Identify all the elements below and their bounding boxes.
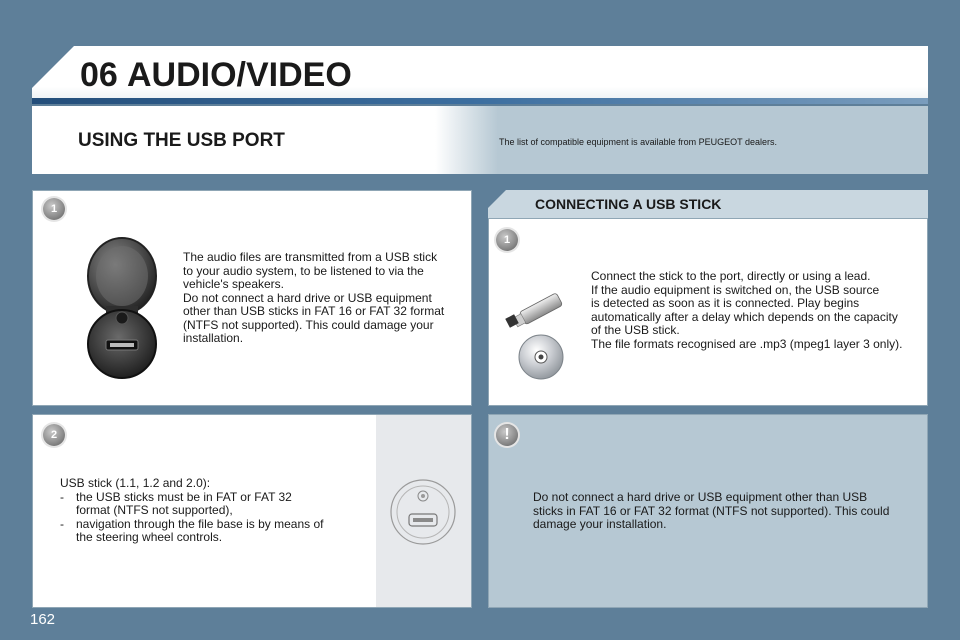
- usb-port-cover-image: [84, 236, 160, 386]
- section-number: 06: [80, 56, 118, 94]
- list-dash: -: [60, 489, 64, 504]
- usb-port-description: The audio files are transmitted from a USB stick to your audio system, to be listened to via the vehicle's speakers. Do not connect a hard drive or USB equipment other than USB sticks in FAT 16 or FAT 32 format (NTFS not supported). This could damage your installation.: [183, 250, 445, 345]
- callout-badge-1: 1: [43, 198, 65, 220]
- warning-icon: !: [496, 424, 518, 446]
- usb-socket-line-drawing: [389, 478, 457, 546]
- usb-specs-intro: USB stick (1.1, 1.2 and 2.0):: [60, 476, 211, 490]
- header-stripe: [32, 98, 928, 104]
- callout-badge-1: 1: [496, 229, 518, 251]
- list-dash: -: [60, 516, 64, 531]
- page-title: USING THE USB PORT: [78, 130, 285, 151]
- section-title: AUDIO/VIDEO: [127, 56, 352, 94]
- list-item-text: the USB sticks must be in FAT or FAT 32 format (NTFS not supported),: [76, 489, 292, 517]
- usb-specs-text: [60, 477, 370, 545]
- list-item-text: navigation through the file base is by means of the steering wheel controls.: [76, 516, 324, 544]
- list-item: [60, 518, 370, 545]
- usb-stick-and-cd-image: [503, 292, 569, 382]
- connecting-title: CONNECTING A USB STICK: [535, 196, 722, 212]
- list-item: [60, 491, 370, 518]
- connecting-description: Connect the stick to the port, directly or using a lead. If the audio equipment is switched on, the USB source is detected as soon as it is connected. Play begins automatically after a delay which depends on the capacity of the USB stick. The file formats recognised are .mp3 (mpeg1 layer 3 only).: [591, 269, 903, 351]
- compatibility-note: The list of compatible equipment is available from PEUGEOT dealers.: [499, 137, 777, 147]
- page-number: 162: [30, 611, 56, 628]
- warning-text: Do not connect a hard drive or USB equipment other than USB sticks in FAT 16 or FAT 32 format (NTFS not supported). This could damage your installation.: [533, 490, 890, 531]
- callout-badge-2: 2: [43, 424, 65, 446]
